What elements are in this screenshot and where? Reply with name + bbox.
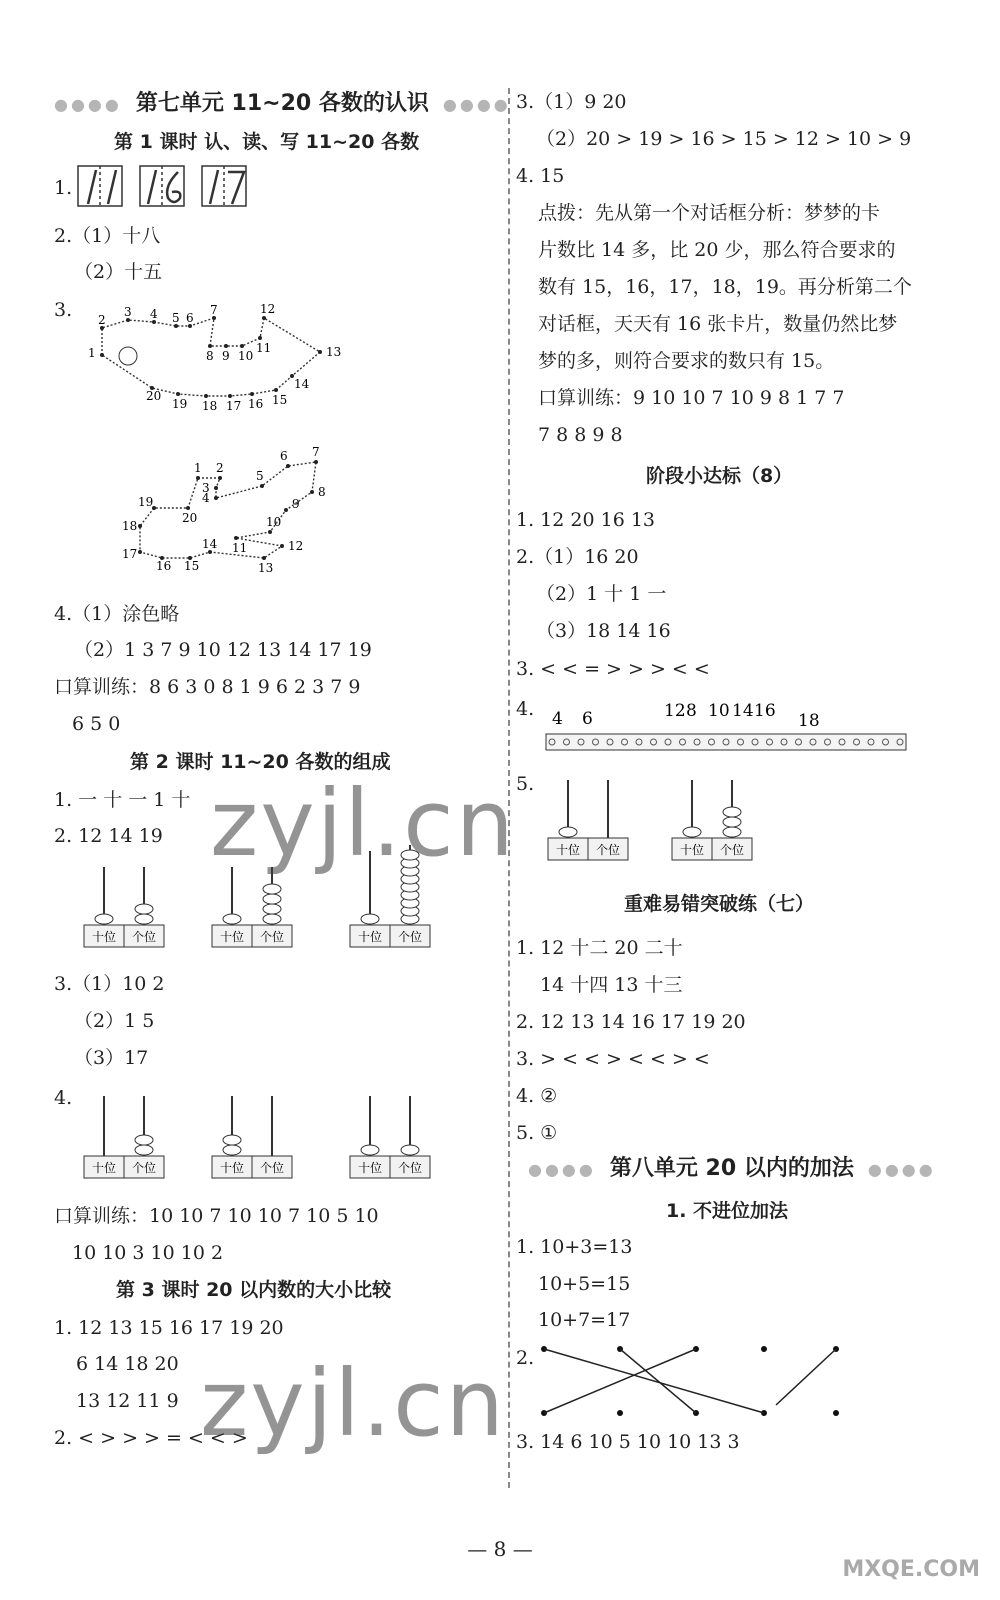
hint-line-2: 片数比 14 多，比 20 少，那么符合要求的 xyxy=(538,239,896,261)
l3-q1-c: 13 12 11 9 xyxy=(76,1390,179,1412)
ruler-track xyxy=(546,734,906,750)
abacus-12 xyxy=(84,867,164,947)
l1-q4-b: （2）1 3 7 9 10 12 13 14 17 19 xyxy=(74,639,372,661)
bird-number: 10 xyxy=(266,515,282,529)
bird-dot xyxy=(186,506,190,510)
whale-number: 6 xyxy=(186,311,194,325)
abacus-14 xyxy=(212,867,292,947)
l2-oral-a: 口算训练：10 10 7 10 10 7 10 5 10 xyxy=(54,1205,379,1227)
abacus-row-3 xyxy=(546,776,866,866)
tens-label: 十位 xyxy=(91,1161,117,1175)
unit8-title: 第八单元 20 以内的加法 xyxy=(609,1156,854,1181)
bird-number: 3 xyxy=(202,481,210,495)
tens-label: 十位 xyxy=(219,930,245,944)
bird-dot xyxy=(218,476,222,480)
bird-number: 6 xyxy=(280,449,288,463)
h-q4: 4. ② xyxy=(516,1085,558,1107)
whale-number: 8 xyxy=(206,349,214,363)
bird-number: 5 xyxy=(256,469,264,483)
ruler-mark-label: 4 xyxy=(552,709,563,729)
whale-number: 13 xyxy=(326,345,342,359)
bird-dot xyxy=(262,556,266,560)
whale-number: 17 xyxy=(226,399,242,413)
s-q5-label: 5. xyxy=(516,773,535,795)
bird-dot xyxy=(214,496,218,500)
tens-label: 十位 xyxy=(679,843,705,857)
ruler-mark-label: 16 xyxy=(754,701,776,721)
s-q2-a: 2.（1）16 20 xyxy=(516,546,639,568)
abacus-13 xyxy=(672,780,752,860)
whale-number: 19 xyxy=(172,397,188,411)
h-q1-b: 14 十四 13 十三 xyxy=(540,974,683,996)
ruler-mark-label: 14 xyxy=(732,701,754,721)
s-q1: 1. 12 20 16 13 xyxy=(516,509,655,531)
l1-q4-a: 4.（1）涂色略 xyxy=(54,603,180,625)
tens-label: 十位 xyxy=(357,930,383,944)
abacus-20 xyxy=(212,1096,292,1178)
u8-q1-c: 10+7=17 xyxy=(538,1309,631,1331)
r-oral-a: 口算训练：9 10 10 7 10 9 8 1 7 7 xyxy=(538,387,845,409)
whale-number: 18 xyxy=(202,399,218,413)
abacus-12b xyxy=(84,1096,164,1178)
bird-number: 13 xyxy=(258,561,274,575)
abacus-10 xyxy=(548,780,628,860)
l2-q3-a: 3.（1）10 2 xyxy=(54,973,165,995)
bird-dot xyxy=(196,476,200,480)
bird-number: 15 xyxy=(184,559,200,573)
bird-number: 14 xyxy=(202,537,218,551)
whale-dot xyxy=(262,316,266,320)
l2-q4-label: 4. xyxy=(54,1087,73,1109)
whale-dot xyxy=(318,350,322,354)
r-q3-a: 3.（1）9 20 xyxy=(516,91,627,113)
watermark: zyjl.cn xyxy=(210,770,516,877)
tens-label: 十位 xyxy=(91,930,117,944)
whale-dot xyxy=(228,394,232,398)
bird-number: 17 xyxy=(122,547,138,561)
h-q1-a: 1. 12 十二 20 二十 xyxy=(516,937,683,959)
bird-dot xyxy=(260,484,264,488)
ruler-mark-label: 10 xyxy=(708,701,730,721)
l1-q2-b: （2）十五 xyxy=(74,261,163,283)
bird-dot-to-dot xyxy=(90,445,350,578)
bird-number: 11 xyxy=(232,541,248,555)
whale-dot xyxy=(176,392,180,396)
watermark: zyjl.cn xyxy=(200,1350,506,1457)
u8-q1-a: 1. 10+3=13 xyxy=(516,1236,633,1258)
bird-dot xyxy=(314,460,318,464)
bird-number: 16 xyxy=(156,559,172,573)
tens-label: 十位 xyxy=(357,1161,383,1175)
ruler-mark-label: 18 xyxy=(798,711,820,731)
l1-oral-b: 6 5 0 xyxy=(72,713,121,735)
hint-line-1: 点拨：先从第一个对话框分析：梦梦的卡 xyxy=(538,202,881,224)
hint-line-3: 数有 15，16，17，18，19。再分析第二个 xyxy=(538,276,912,298)
bird-dot xyxy=(310,490,314,494)
whale-dot xyxy=(100,353,104,357)
h-q2: 2. 12 13 14 16 17 19 20 xyxy=(516,1011,746,1033)
whale-number: 11 xyxy=(256,341,272,355)
ruler-mark-label: 8 xyxy=(686,701,697,721)
h-q3: 3. > < < > < < > < xyxy=(516,1048,710,1070)
ruler-mark-label: 12 xyxy=(664,701,686,721)
l2-q3-b: （2）1 5 xyxy=(74,1010,155,1032)
page-number: — 8 — xyxy=(467,1537,533,1561)
whale-dot xyxy=(240,344,244,348)
bird-number: 12 xyxy=(288,539,304,553)
whale-number: 16 xyxy=(248,397,264,411)
lesson2-title: 第 2 课时 11~20 各数的组成 xyxy=(130,751,391,773)
lesson3-title: 第 3 课时 20 以内数的大小比较 xyxy=(116,1279,392,1301)
whale-number: 2 xyxy=(98,313,106,327)
u8-q2-label: 2. xyxy=(516,1347,535,1369)
decor-dots-right: ●●●● xyxy=(442,95,511,114)
whale-dot-to-dot xyxy=(80,300,380,420)
bird-dot xyxy=(284,508,288,512)
ones-label: 个位 xyxy=(397,930,423,944)
bird-dot xyxy=(280,544,284,548)
bird-number: 2 xyxy=(216,461,224,475)
r-q4: 4. 15 xyxy=(516,165,565,187)
ones-label: 个位 xyxy=(397,1161,423,1175)
u8-q3: 3. 14 6 10 5 10 10 13 3 xyxy=(516,1431,740,1453)
l1-oral-a: 口算训练：8 6 3 0 8 1 9 6 2 3 7 9 xyxy=(54,676,361,698)
lesson1-title: 第 1 课时 认、读、写 11~20 各数 xyxy=(114,131,420,153)
whale-eye-icon xyxy=(119,347,137,365)
l3-q1-b: 6 14 18 20 xyxy=(76,1353,179,1375)
tens-label: 十位 xyxy=(555,843,581,857)
bird-dot xyxy=(234,536,238,540)
s-q2-b: （2）1 十 1 一 xyxy=(536,583,667,605)
bird-number: 20 xyxy=(182,511,198,525)
whale-dot xyxy=(224,344,228,348)
bird-number: 4 xyxy=(202,491,210,505)
unit8-header xyxy=(528,1155,936,1184)
tens-label: 十位 xyxy=(219,1161,245,1175)
s-q2-c: （3）18 14 16 xyxy=(536,620,671,642)
decor-dots-left: ●●●● xyxy=(528,1160,596,1179)
bird-dot xyxy=(138,550,142,554)
ones-label: 个位 xyxy=(719,843,745,857)
bird-number: 18 xyxy=(122,519,138,533)
bird-dot xyxy=(138,524,142,528)
corner-logo: MXQE.COM xyxy=(842,1557,980,1582)
unit7-title: 第七单元 11~20 各数的认识 xyxy=(135,91,429,116)
l3-q2: 2. < > > > = < < > xyxy=(54,1427,248,1449)
r-oral-b: 7 8 8 9 8 xyxy=(538,424,623,446)
bird-number: 9 xyxy=(292,497,300,511)
whale-number: 20 xyxy=(146,389,162,403)
whale-number: 7 xyxy=(210,303,218,317)
l1-q2-a: 2.（1）十八 xyxy=(54,225,161,247)
s-q3: 3. < < = > > > < < xyxy=(516,658,710,680)
hint-line-4: 对话框，天天有 16 张卡片，数量仍然比梦 xyxy=(538,313,898,335)
bird-dot xyxy=(214,486,218,490)
whale-number: 9 xyxy=(222,349,230,363)
decor-dots-right: ●●●● xyxy=(867,1160,936,1179)
s-q4-label: 4. xyxy=(516,698,535,720)
stage-title: 阶段小达标（8） xyxy=(646,465,793,487)
whale-dot xyxy=(274,388,278,392)
bird-number: 19 xyxy=(138,495,154,509)
whale-dot xyxy=(204,394,208,398)
abacus-row-2 xyxy=(82,1090,502,1182)
u8-subtitle: 1. 不进位加法 xyxy=(666,1200,789,1222)
handwritten-digits-figure xyxy=(78,164,278,210)
l2-q2: 2. 12 14 19 xyxy=(54,825,163,847)
l2-q3-c: （3）17 xyxy=(74,1047,149,1069)
h-q5: 5. ① xyxy=(516,1122,558,1144)
bird-number: 1 xyxy=(194,461,202,475)
ones-label: 个位 xyxy=(595,843,621,857)
number-ruler-figure xyxy=(546,700,921,762)
bird-dot xyxy=(268,530,272,534)
bird-dot xyxy=(286,464,290,468)
r-q3-b: （2）20 > 19 > 16 > 15 > 12 > 10 > 9 xyxy=(536,128,912,150)
l2-q1: 1. 一 十 一 1 十 xyxy=(54,789,191,811)
whale-number: 5 xyxy=(172,311,180,325)
hint-line-5: 梦的多，则符合要求的数只有 15。 xyxy=(538,350,835,372)
whale-number: 3 xyxy=(124,305,132,319)
whale-dot xyxy=(250,392,254,396)
l1-q1-label: 1. xyxy=(54,177,73,199)
ones-label: 个位 xyxy=(259,1161,285,1175)
whale-number: 10 xyxy=(238,349,254,363)
whale-number: 14 xyxy=(294,377,310,391)
abacus-11 xyxy=(350,1096,430,1178)
ones-label: 个位 xyxy=(131,1161,157,1175)
matching-lines-figure xyxy=(540,1345,840,1417)
whale-number: 4 xyxy=(150,307,158,321)
ones-label: 个位 xyxy=(131,930,157,944)
whale-dot xyxy=(208,344,212,348)
bird-number: 8 xyxy=(318,485,326,499)
hard-title: 重难易错突破练（七） xyxy=(624,893,815,915)
ones-label: 个位 xyxy=(259,930,285,944)
whale-number: 12 xyxy=(260,302,276,316)
bird-number: 7 xyxy=(312,445,320,459)
l3-q1-a: 1. 12 13 15 16 17 19 20 xyxy=(54,1317,284,1339)
l1-q3-label: 3. xyxy=(54,299,73,321)
whale-number: 1 xyxy=(88,346,96,360)
u8-q1-b: 10+5=15 xyxy=(538,1273,631,1295)
whale-dot xyxy=(258,336,262,340)
whale-number: 15 xyxy=(272,393,288,407)
decor-dots-left: ●●●● xyxy=(54,95,122,114)
ruler-mark-label: 6 xyxy=(582,709,593,729)
unit7-header xyxy=(54,90,511,119)
l2-oral-b: 10 10 3 10 10 2 xyxy=(72,1242,224,1264)
